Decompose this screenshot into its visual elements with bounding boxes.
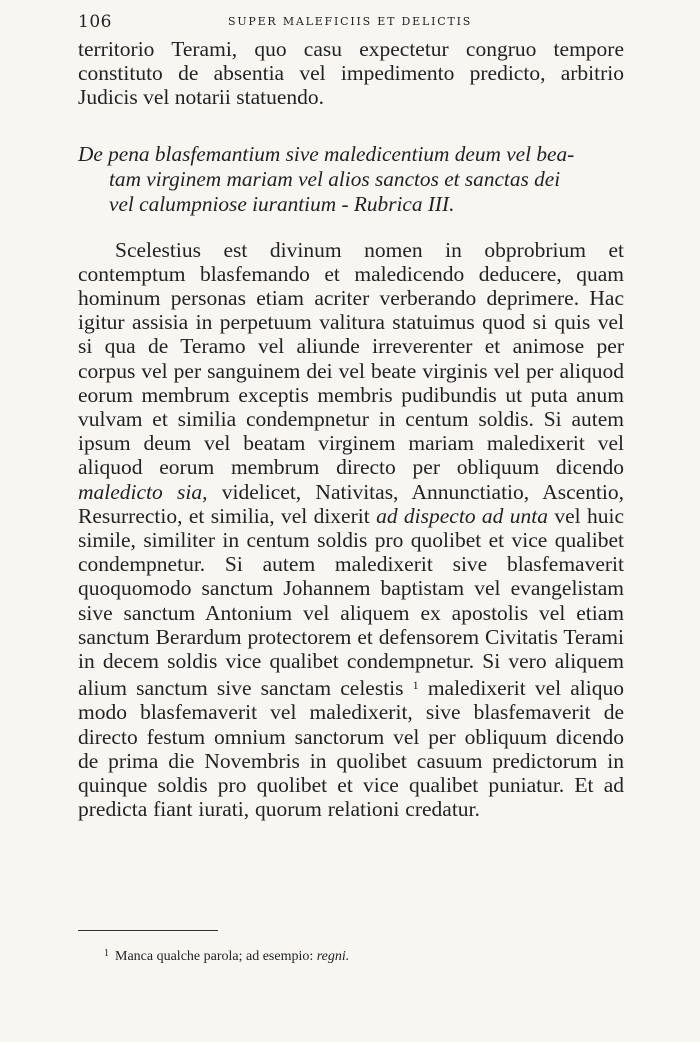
footnote-number: 1: [104, 948, 109, 959]
body-italic-2: ad dispecto ad unta: [376, 503, 548, 528]
rubrica-label: Rubrica III.: [353, 191, 455, 216]
running-head: SUPER MALEFICIIS ET DELICTIS: [228, 15, 473, 28]
footnote-italic: regni.: [316, 949, 350, 964]
body-italic-1: maledicto sia,: [78, 479, 208, 504]
body-paragraph: [78, 238, 624, 822]
page-header: [78, 10, 624, 34]
page-number: 106: [78, 12, 112, 32]
footnote: [104, 944, 349, 967]
footnote-text: Manca qualche parola; ad esempio:: [115, 949, 314, 964]
body-text-part-4: maledixerit vel aliquo modo blasfemaverit vel maledixerit, sive blasfemaverit de directo festum omnium sanctorum vel per obliquum dicendo de prima die Novembris in quolibet casuum predictorum in quinque soldis pro quolibet et vice qualibet puniatur. Et ad predicta fiant iurati, quorum relationi credatur.: [78, 676, 624, 822]
rubric-heading: [78, 142, 624, 217]
page-content: [78, 37, 624, 821]
rubric-line-3-text: vel calumpniose iurantium -: [109, 191, 349, 216]
footnote-reference: 1: [412, 678, 419, 693]
rubric-line-2: tam virginem mariam vel alios sanctos et sanctas dei: [109, 166, 561, 191]
body-text-part-2: videlicet, Nativitas, Annunctiatio, Ascentio, Resurrectio, et similia, vel dixerit: [78, 479, 625, 528]
body-text-part-3: vel huic simile, similiter in centum soldis pro quolibet et vice qualibet condempnetur. Si autem maledixerit sive blasfemaverit quoquomodo sanctum Johannem baptistam vel evangelistam sive sanctum Antonium vel aliquem ex apostolis vel etiam sanctum Berardum protectorem et defensorem Civitatis Terami in decem soldis vice qualibet condempnetur. Si vero aliquem alium sanctum sive sanctam celestis: [78, 503, 624, 701]
rubric-line-1: De pena blasfemantium sive maledicentium deum vel bea-: [78, 141, 575, 166]
rubric-line-3: [78, 192, 624, 217]
body-text-part-1: Scelestius est divinum nomen in obprobrium et contemptum blasfemando et maledicendo deducere, quam hominum personas etiam acriter verberando deprimere. Hac igitur assisia in perpetuum valitura statuimus quod si quis vel si qua de Teramo vel aliunde irreverenter et animose per corpus vel per sanguinem dei vel beate virginis vel per aliquod eorum membrum exceptis membris pudibundis ut puta anum vulvam et similia condempnetur in centum soldis. Si autem ipsum deum vel beatam virginem mariam maledixerit vel aliquod eorum membrum directo per obliquum dicendo: [78, 237, 624, 480]
continuation-paragraph: territorio Terami, quo casu expectetur congruo tempore constituto de absentia vel impedimento predicto, arbitrio Judicis vel notarii statuendo.: [78, 37, 624, 110]
footnote-rule: [78, 930, 218, 931]
